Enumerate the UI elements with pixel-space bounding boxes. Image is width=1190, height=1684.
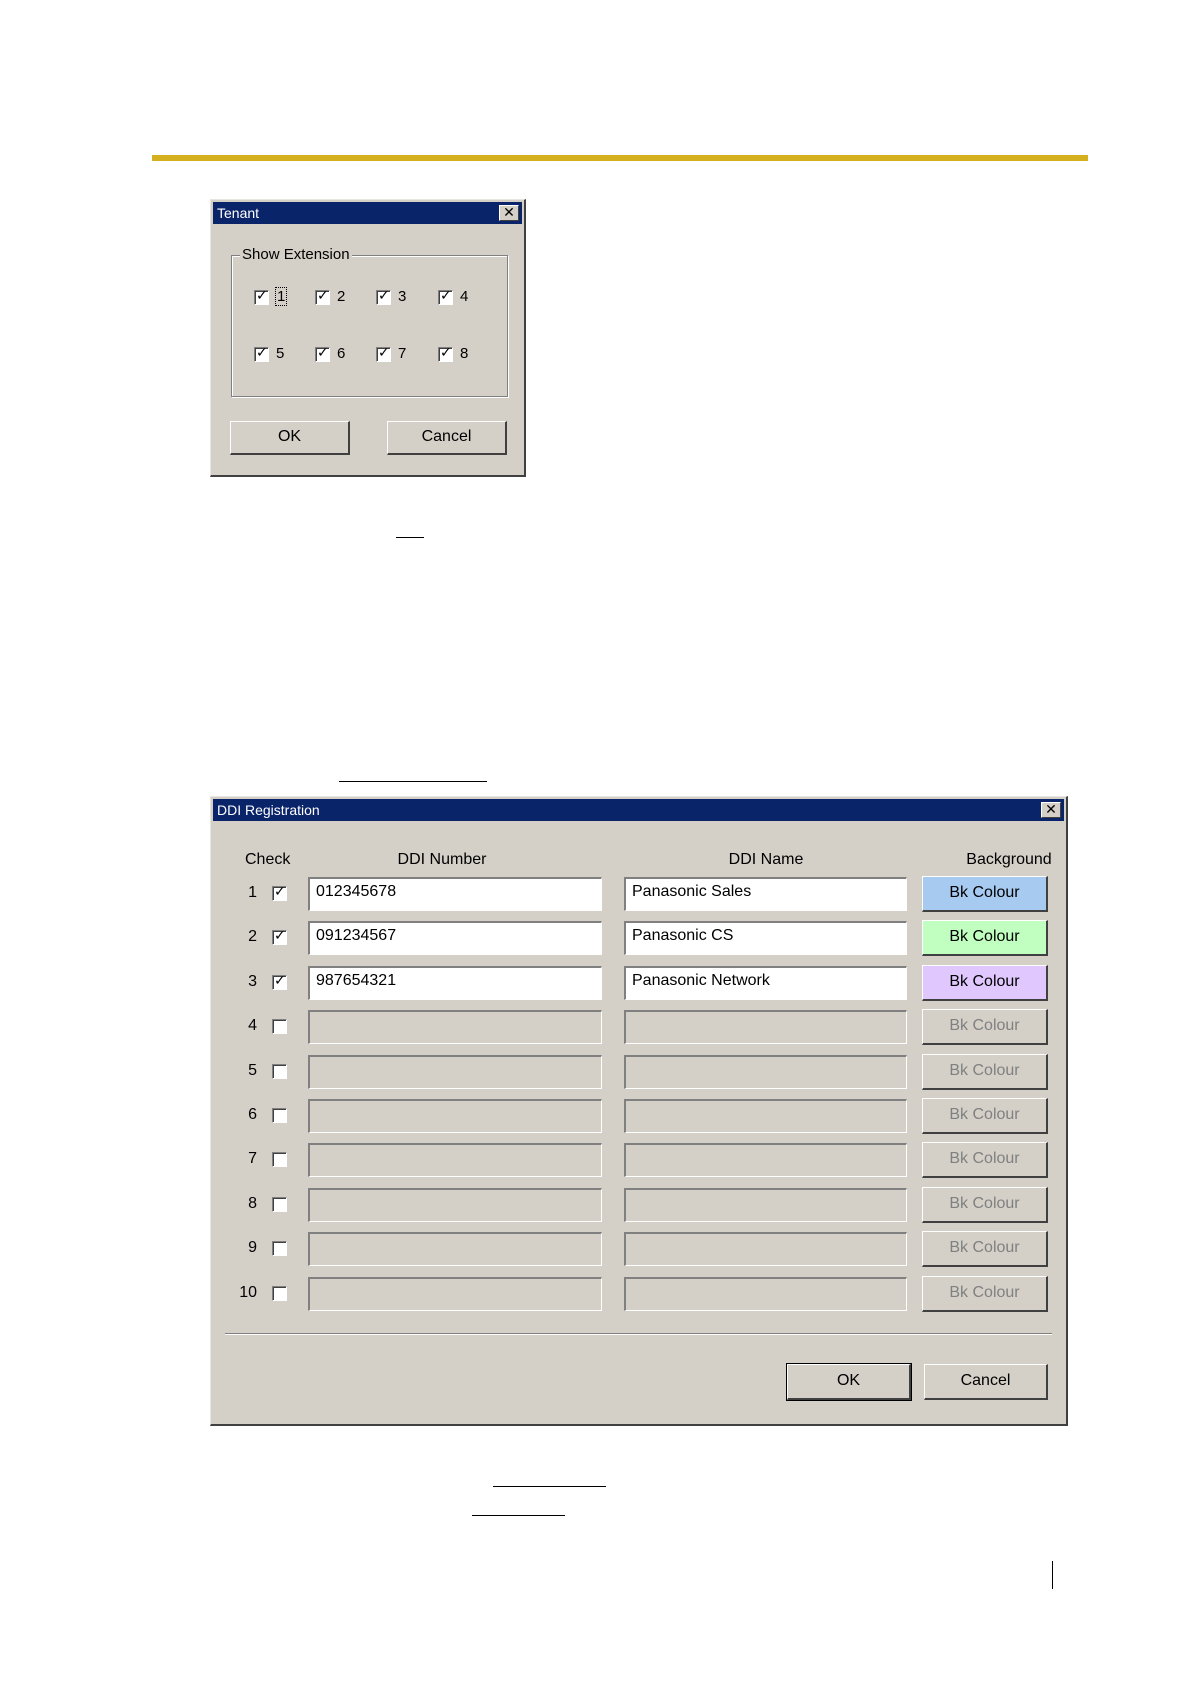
- show-extension-label: Show Extension: [242, 246, 350, 263]
- extension-label: 4: [460, 288, 469, 305]
- ddi-name-field[interactable]: [624, 1188, 907, 1222]
- row-check-checkbox[interactable]: [272, 930, 287, 945]
- ddi-close-button[interactable]: [1041, 802, 1061, 818]
- ddi-name-field[interactable]: Panasonic Sales: [624, 877, 907, 911]
- checkmark-icon: ✓: [378, 345, 390, 361]
- ddi-name-field[interactable]: [624, 1055, 907, 1089]
- ddi-name-field[interactable]: [624, 1277, 907, 1311]
- checkmark-icon: ✓: [274, 928, 286, 945]
- ddi-number-field[interactable]: [308, 1010, 602, 1044]
- row-check-checkbox[interactable]: [272, 1197, 287, 1212]
- underline-mark: [472, 1515, 565, 1516]
- header-background: Background: [966, 851, 1052, 868]
- tenant-ok-button[interactable]: OK: [230, 421, 350, 455]
- extension-label: 2: [337, 288, 346, 305]
- ddi-number-field[interactable]: [308, 1277, 602, 1311]
- extension-label: 8: [460, 345, 469, 362]
- underline-mark: [339, 781, 487, 782]
- tenant-cancel-button[interactable]: Cancel: [387, 421, 507, 455]
- ddi-number-field[interactable]: 091234567: [308, 921, 602, 955]
- extension-label: 3: [398, 288, 407, 305]
- bk-colour-button[interactable]: Bk Colour: [922, 1009, 1048, 1045]
- close-icon: ✕: [503, 205, 515, 221]
- ddi-number-field[interactable]: 987654321: [308, 966, 602, 1000]
- ddi-number-field[interactable]: [308, 1143, 602, 1177]
- extension-checkbox-1[interactable]: [254, 290, 269, 305]
- checkmark-icon: ✓: [256, 345, 268, 361]
- header-check: Check: [245, 851, 291, 868]
- header-accent-rule: [152, 155, 1088, 161]
- row-check-checkbox[interactable]: [272, 1019, 287, 1034]
- ddi-title-bar: [213, 799, 1064, 821]
- extension-checkbox-3[interactable]: [376, 290, 391, 305]
- checkmark-icon: ✓: [317, 345, 329, 361]
- ddi-ok-button[interactable]: OK: [787, 1364, 911, 1400]
- underline-mark: [493, 1486, 606, 1487]
- row-number: 6: [248, 1106, 257, 1123]
- row-number: 3: [248, 972, 257, 990]
- extension-label: 1: [277, 288, 286, 305]
- close-icon: ✕: [1045, 802, 1057, 818]
- ddi-number-field[interactable]: 012345678: [308, 877, 602, 911]
- extension-checkbox-8[interactable]: [438, 347, 453, 362]
- row-check-checkbox[interactable]: [272, 1108, 287, 1123]
- extension-checkbox-4[interactable]: [438, 290, 453, 305]
- extension-checkbox-5[interactable]: [254, 347, 269, 362]
- bk-colour-button[interactable]: Bk Colour: [922, 1098, 1048, 1134]
- underline-mark: [396, 537, 424, 538]
- checkmark-icon: ✓: [256, 288, 268, 304]
- row-number: 4: [248, 1017, 257, 1035]
- ddi-name-field[interactable]: [624, 1010, 907, 1044]
- header-ddi-number: DDI Number: [397, 851, 487, 868]
- row-check-checkbox[interactable]: [272, 1152, 287, 1167]
- row-number: 8: [248, 1194, 257, 1212]
- header-ddi-name: DDI Name: [728, 851, 804, 868]
- bk-colour-button[interactable]: Bk Colour: [922, 1054, 1048, 1090]
- tenant-dialog: [210, 199, 526, 477]
- ddi-number-field[interactable]: [308, 1232, 602, 1266]
- checkmark-icon: ✓: [440, 288, 452, 304]
- extension-checkbox-2[interactable]: [315, 290, 330, 305]
- row-check-checkbox[interactable]: [272, 1064, 287, 1079]
- ddi-name-field[interactable]: [624, 1143, 907, 1177]
- checkmark-icon: ✓: [274, 884, 286, 900]
- checkmark-icon: ✓: [317, 288, 329, 304]
- extension-label: 6: [337, 345, 346, 362]
- row-check-checkbox[interactable]: [272, 1286, 287, 1301]
- bk-colour-button[interactable]: Bk Colour: [922, 1276, 1048, 1312]
- extension-label: 5: [276, 345, 285, 362]
- bk-colour-button[interactable]: Bk Colour: [922, 965, 1048, 1001]
- extension-checkbox-6[interactable]: [315, 347, 330, 362]
- row-number: 1: [248, 884, 257, 901]
- row-number: 10: [239, 1283, 257, 1301]
- checkmark-icon: ✓: [378, 288, 390, 304]
- bk-colour-button[interactable]: Bk Colour: [922, 876, 1048, 912]
- bk-colour-button[interactable]: Bk Colour: [922, 1187, 1048, 1223]
- ddi-name-field[interactable]: Panasonic Network: [624, 966, 907, 1000]
- page-marker: [1052, 1561, 1053, 1589]
- ddi-name-field[interactable]: [624, 1232, 907, 1266]
- tenant-title: Tenant: [217, 205, 260, 221]
- separator: [225, 1333, 1052, 1335]
- row-number: 5: [248, 1061, 257, 1079]
- row-number: 9: [248, 1239, 257, 1257]
- ddi-cancel-button[interactable]: Cancel: [924, 1364, 1048, 1400]
- ddi-number-field[interactable]: [308, 1099, 602, 1133]
- extension-label: 7: [398, 345, 407, 362]
- ddi-number-field[interactable]: [308, 1188, 602, 1222]
- bk-colour-button[interactable]: Bk Colour: [922, 920, 1048, 956]
- ddi-number-field[interactable]: [308, 1055, 602, 1089]
- ddi-title: DDI Registration: [217, 802, 320, 818]
- ddi-registration-dialog: [210, 796, 1068, 1426]
- ddi-name-field[interactable]: [624, 1099, 907, 1133]
- checkmark-icon: ✓: [274, 972, 286, 989]
- show-extension-group: [231, 255, 508, 397]
- row-check-checkbox[interactable]: [272, 1241, 287, 1256]
- row-number: 7: [248, 1150, 257, 1168]
- tenant-close-button[interactable]: [499, 205, 519, 221]
- bk-colour-button[interactable]: Bk Colour: [922, 1142, 1048, 1178]
- row-check-checkbox[interactable]: [272, 886, 287, 901]
- tenant-title-bar: [213, 202, 522, 224]
- bk-colour-button[interactable]: Bk Colour: [922, 1231, 1048, 1267]
- row-number: 2: [248, 928, 257, 946]
- ddi-name-field[interactable]: Panasonic CS: [624, 921, 907, 955]
- extension-checkbox-7[interactable]: [376, 347, 391, 362]
- checkmark-icon: ✓: [440, 345, 452, 361]
- row-check-checkbox[interactable]: [272, 972, 287, 990]
